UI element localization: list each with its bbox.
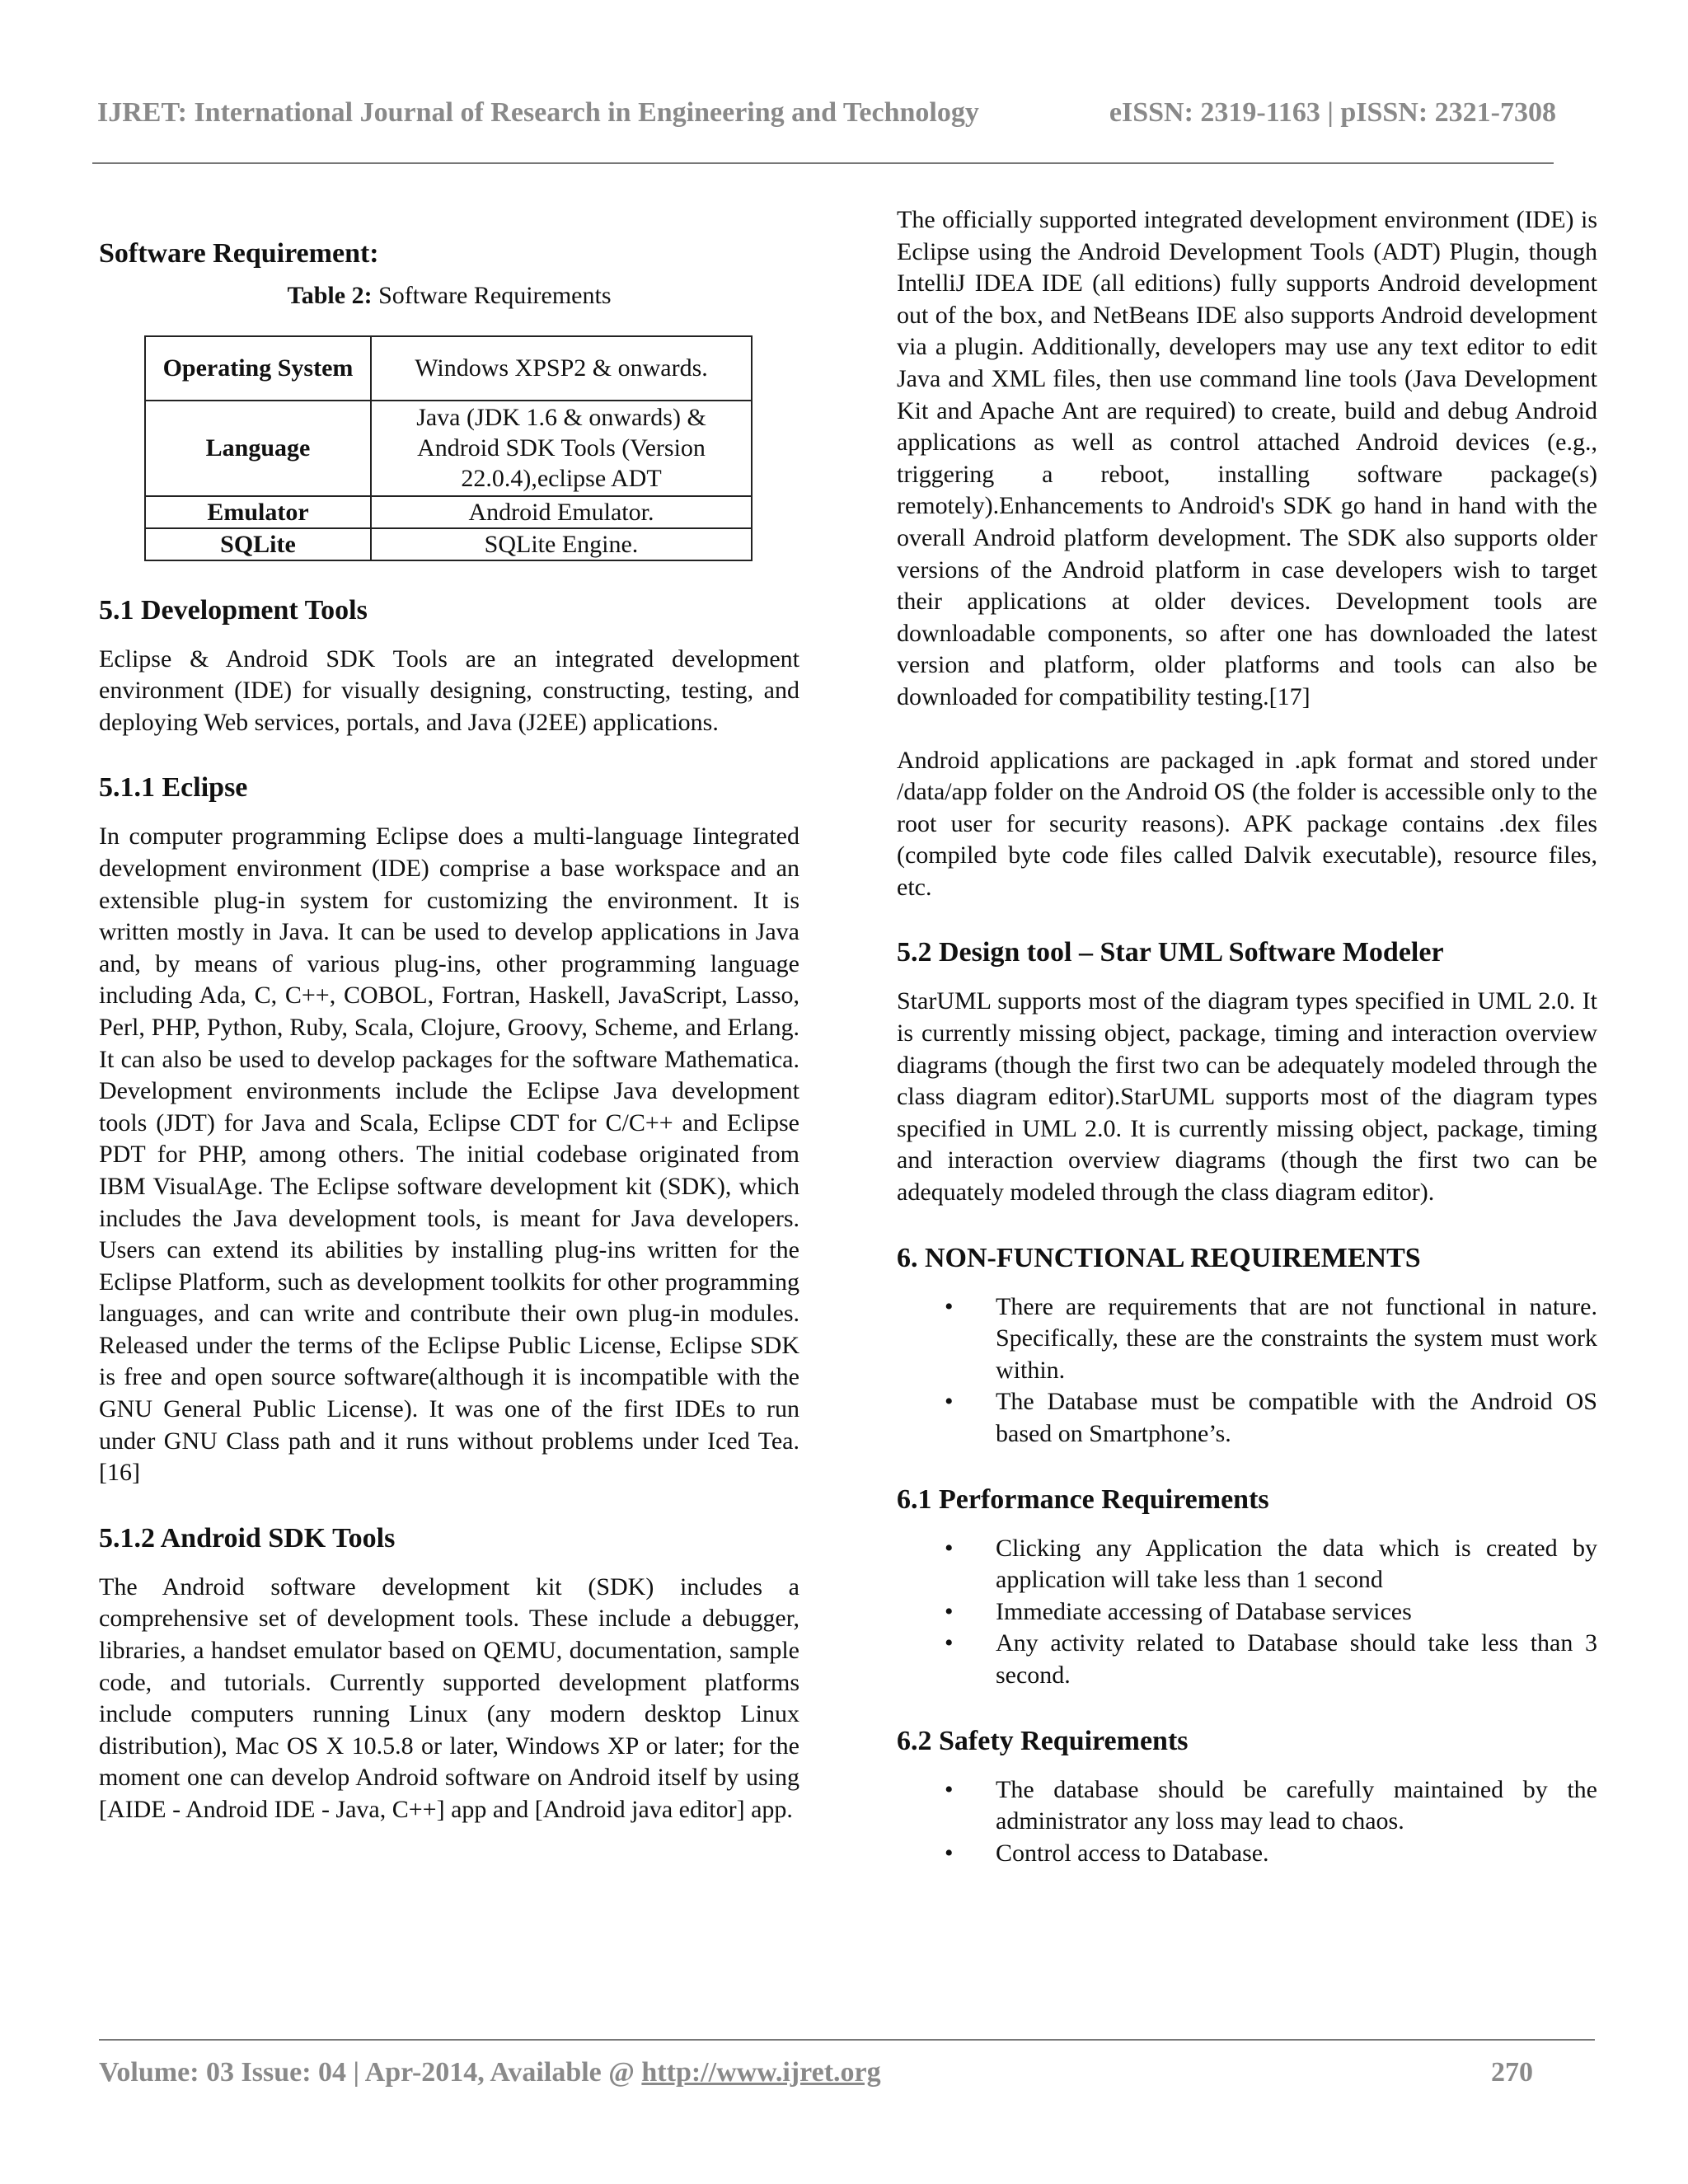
- section-6-heading: 6. NON-FUNCTIONAL REQUIREMENTS: [897, 1242, 1421, 1273]
- bullet-icon: •: [945, 1775, 954, 1803]
- list-item: [897, 1774, 1597, 1838]
- bullet-icon: •: [945, 1597, 954, 1625]
- safety-bullet-list: [897, 1774, 1597, 1870]
- bullet-icon: •: [945, 1839, 954, 1867]
- journal-url-link[interactable]: http://www.ijret.org: [641, 2057, 881, 2088]
- list-item-text: Immediate accessing of Database services: [996, 1597, 1412, 1625]
- section-5-2-paragraph: StarUML supports most of the diagram types specified in UML 2.0. It is currently missing object, package, timing and interaction overview diagrams (though the first two can be adequately modeled through the class diagram editor).StarUML supports most of the diagram types specified in UML 2.0. It is currently missing object, package, timing and interaction overview diagrams (though the first two can be adequately modeled through the class diagram editor).: [897, 987, 1597, 1207]
- nonfunctional-bullet-list: [897, 1291, 1597, 1451]
- table-key-cell: Language: [145, 401, 371, 496]
- list-item-text: Any activity related to Database should take less than 3 second.: [996, 1629, 1597, 1689]
- section-5-1-2-heading: 5.1.2 Android SDK Tools: [99, 1522, 396, 1554]
- table-caption-label: Table 2:: [287, 282, 373, 309]
- software-requirement-heading: Software Requirement:: [99, 238, 379, 269]
- section-6-2-heading: 6.2 Safety Requirements: [897, 1725, 1189, 1756]
- list-item: [897, 1628, 1597, 1691]
- table-value-cell: Java (JDK 1.6 & onwards) & Android SDK Tools (Version 22.0.4),eclipse ADT: [371, 401, 752, 496]
- list-item-text: The Database must be compatible with the Android OS based on Smartphone’s.: [996, 1388, 1597, 1447]
- footer-divider: [99, 2039, 1595, 2041]
- apk-paragraph: Android applications are packaged in .apk format and stored under /data/app folder on the Android OS (the folder is accessible only to the root user for security reasons). APK package contains .dex files (compiled byte code files called Dalvik executable), resource files, etc.: [897, 746, 1597, 901]
- running-header: [97, 97, 1556, 135]
- table-key-cell: Emulator: [145, 496, 371, 528]
- table-value-cell: Windows XPSP2 & onwards.: [371, 336, 752, 401]
- right-column: [897, 204, 1597, 1869]
- table-key-cell: Operating System: [145, 336, 371, 401]
- section-5-1-1-paragraph: In computer programming Eclipse does a multi-language Iintegrated development environment (IDE) comprise a base workspace and an extensible plug-in system for customizing the environment. It is written mostly in Java. It can be used to develop applications in Java and, by means of various plug-ins, other programming language including Ada, C, C++, COBOL, Fortran, Haskell, JavaScript, Lasso, Perl, PHP, Python, Ruby, Scala, Clojure, Groovy, Scheme, and Erlang. It can also be used to develop packages for the software Mathematica. Development environments include the Eclipse Java development tools (JDT) for Java and Scala, Eclipse CDT for C/C++ and Eclipse PDT for PHP, among others. The initial codebase originated from IBM VisualAge. The Eclipse software development kit (SDK), which includes the Java development tools, is meant for Java developers. Users can extend its abilities by installing plug-ins written for the Eclipse Platform, such as development toolkits for other programming languages, and can write and contribute their own plug-in modules. Released under the terms of the Eclipse Public License, Eclipse SDK is free and open source software(although it is incompatible with the GNU General Public License). It was one of the first IDEs to run under GNU Class path and it runs without problems under Iced Tea. [16]: [99, 823, 799, 1487]
- list-item-text: There are requirements that are not functional in nature. Specifically, these are the constraints the system must work within.: [996, 1292, 1597, 1384]
- bullet-icon: •: [945, 1629, 954, 1657]
- section-5-1-paragraph: Eclipse & Android SDK Tools are an integrated development environment (IDE) for visually designing, constructing, testing, and deploying Web services, portals, and Java (J2EE) applications.: [99, 644, 799, 736]
- list-item: [897, 1596, 1597, 1629]
- list-item-text: The database should be carefully maintained by the administrator any loss may lead to chaos.: [996, 1775, 1597, 1835]
- section-5-2-heading: 5.2 Design tool – Star UML Software Modeler: [897, 937, 1444, 968]
- ide-paragraph: The officially supported integrated development environment (IDE) is Eclipse using the Android Development Tools (ADT) Plugin, though IntelliJ IDEA IDE (all editions) fully supports Android development out of the box, and NetBeans IDE also supports Android development via a plugin. Additionally, developers may use any text editor to edit Java and XML files, then use command line tools (Java Development Kit and Apache Ant are required) to create, build and debug Android applications as well as control attached Android devices (e.g., triggering a reboot, installing software package(s) remotely).Enhancements to Android's SDK go hand in hand with the overall Android platform development. The SDK also supports older versions of the Android platform in case developers wish to target their applications at older devices. Development tools are downloadable components, so after one has downloaded the latest version and platform, older platforms and tools can also be downloaded for compatibility testing.[17]: [897, 206, 1597, 710]
- bullet-icon: •: [945, 1534, 954, 1562]
- table-value-cell: SQLite Engine.: [371, 528, 752, 560]
- left-column: [99, 204, 799, 1826]
- list-item-text: Clicking any Application the data which is created by application will take less than 1 second: [996, 1534, 1597, 1594]
- list-item: [897, 1838, 1597, 1870]
- list-item-text: Control access to Database.: [996, 1839, 1269, 1867]
- table-caption-text: Software Requirements: [372, 282, 612, 309]
- table-caption: [99, 280, 799, 312]
- journal-title: IJRET: International Journal of Research in Engineering and Technology: [97, 97, 979, 128]
- performance-bullet-list: [897, 1533, 1597, 1692]
- bullet-icon: •: [945, 1388, 954, 1416]
- list-item: [897, 1386, 1597, 1450]
- table-row: [145, 336, 752, 401]
- section-5-1-heading: 5.1 Development Tools: [99, 594, 368, 626]
- running-footer: [99, 2057, 1533, 2095]
- table-row: [145, 528, 752, 560]
- header-divider: [92, 162, 1554, 164]
- section-6-1-heading: 6.1 Performance Requirements: [897, 1483, 1269, 1515]
- table-row: [145, 496, 752, 528]
- list-item: [897, 1533, 1597, 1596]
- section-5-1-2-paragraph: The Android software development kit (SDK) includes a comprehensive set of development tools. These include a debugger, libraries, a handset emulator based on QEMU, documentation, sample code, and tutorials. Currently supported development platforms include computers running Linux (any modern desktop Linux distribution), Mac OS X 10.5.8 or later, Windows XP or later; for the moment one can develop Android software on Android itself by using [AIDE - Android IDE - Java, C++] app and [Android java editor] app.: [99, 1572, 799, 1823]
- table-row: [145, 401, 752, 496]
- software-requirements-table: [144, 335, 753, 561]
- volume-text: Volume: 03 Issue: 04 | Apr-2014, Available @: [99, 2057, 642, 2088]
- volume-info: [99, 2057, 881, 2088]
- table-key-cell: SQLite: [145, 528, 371, 560]
- list-item: [897, 1291, 1597, 1387]
- bullet-icon: •: [945, 1292, 954, 1320]
- section-5-1-1-heading: 5.1.1 Eclipse: [99, 772, 248, 804]
- page-number: 270: [1491, 2057, 1533, 2088]
- issn-info: eISSN: 2319-1163 | pISSN: 2321-7308: [1109, 97, 1556, 128]
- table-value-cell: Android Emulator.: [371, 496, 752, 528]
